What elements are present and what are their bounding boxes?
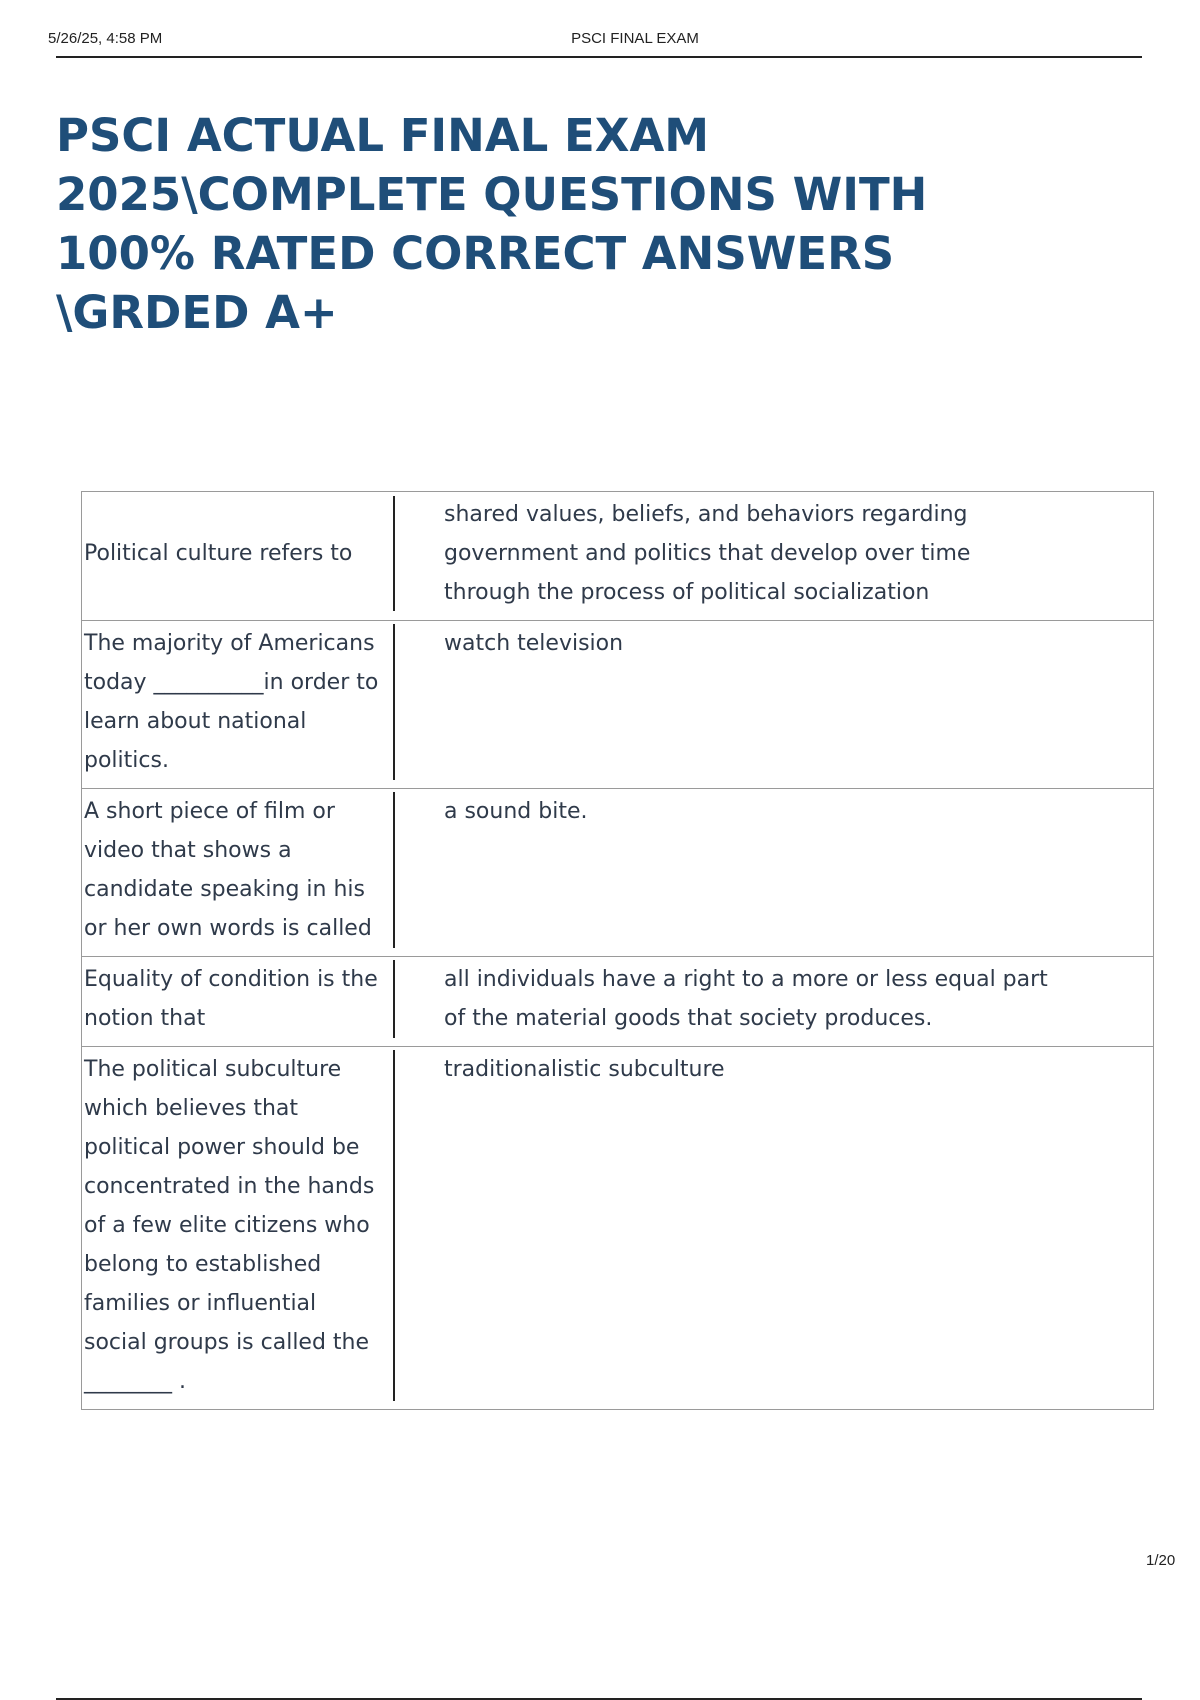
- answer-cell: traditionalistic subculture: [395, 1047, 1154, 1410]
- question-cell: [82, 957, 396, 1047]
- document-title: PSCI ACTUAL FINAL EXAM 2025\COMPLETE QUESTIONS WITH 100% RATED CORRECT ANSWERS \GRDED A+: [56, 109, 928, 339]
- answer-cell: shared values, beliefs, and behaviors regarding government and politics that develop over time through the process of political socialization: [395, 492, 1154, 621]
- print-header: [0, 0, 1200, 60]
- question-text: Equality of condition is the notion that: [84, 960, 395, 1038]
- page-number: 1/20: [1146, 1552, 1176, 1569]
- qa-row: [82, 621, 1154, 789]
- question-text: Political culture refers to: [84, 496, 395, 611]
- question-text: The political subculture which believes that political power should be concentrated in the hands of a few elite citizens who belong to established families or influential social groups is called the ________ .: [84, 1050, 395, 1401]
- question-cell: [82, 492, 396, 621]
- print-date: 5/26/25, 4:58 PM: [48, 30, 163, 47]
- question-cell: [82, 621, 396, 789]
- answer-cell: watch television: [395, 621, 1154, 789]
- question-cell: [82, 1047, 396, 1410]
- header-divider: [56, 56, 1142, 58]
- question-text: The majority of Americans today __________in order to learn about national politics.: [84, 624, 395, 780]
- qa-table: [81, 491, 1154, 1410]
- answer-cell: a sound bite.: [395, 789, 1154, 957]
- qa-row: [82, 492, 1154, 621]
- print-title: PSCI FINAL EXAM: [571, 30, 699, 47]
- qa-row: [82, 957, 1154, 1047]
- answer-cell: all individuals have a right to a more or less equal part of the material goods that society produces.: [395, 957, 1154, 1047]
- question-cell: [82, 789, 396, 957]
- qa-row: [82, 789, 1154, 957]
- question-text: A short piece of film or video that shows a candidate speaking in his or her own words is called: [84, 792, 395, 948]
- qa-row: [82, 1047, 1154, 1410]
